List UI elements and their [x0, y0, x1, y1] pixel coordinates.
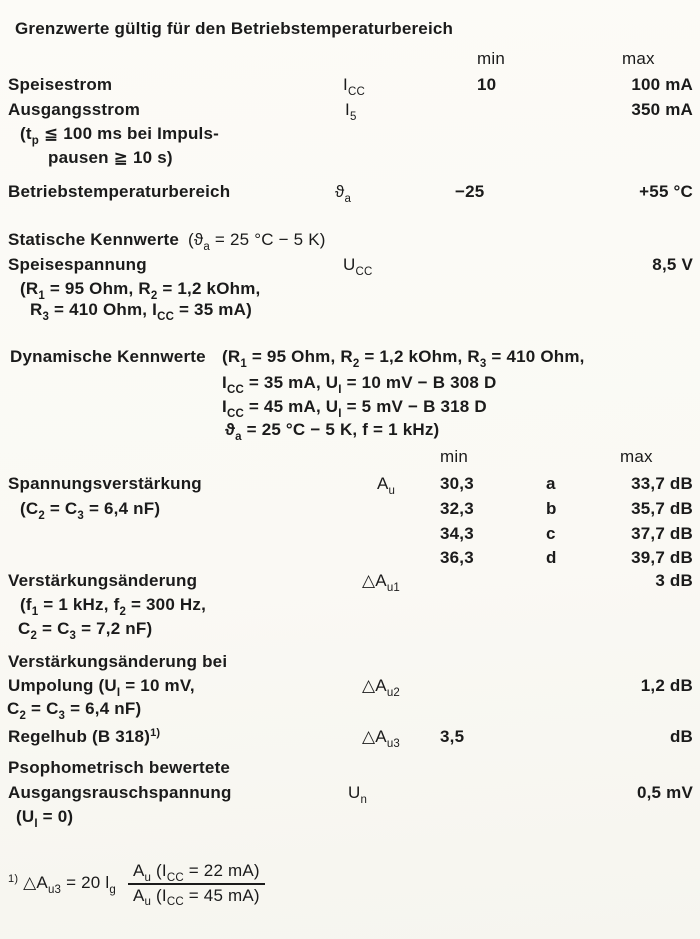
symbol-theta-a: $ϑ_a$ [335, 182, 352, 205]
row-speisespannung-max: 8,5 V [652, 255, 693, 274]
gain-row-b-min: 32,3 [440, 499, 474, 518]
gain-row-c-variant: c [546, 524, 556, 543]
section-dynamische-condition-2: $I_{CC} = 35$ mA, $U_I = 10$ mV − B 308 D [222, 373, 497, 396]
symbol-delta-au1: $\triangle A_{u1}$ [362, 571, 401, 594]
row-ausgangsstrom-max: 350 mA [631, 100, 693, 119]
row-speisestrom-min: 10 [477, 75, 497, 94]
gain-row-a-max: 33,7 dB [631, 474, 693, 493]
section-statische-kennwerte [8, 230, 326, 253]
row-dau2-max: 1,2 dB [640, 676, 693, 695]
row-noise-condition: $(U_I = 0)$ [16, 807, 74, 830]
section-statische-condition: ($ϑ_a = 25$ °C − 5 K) [188, 230, 326, 253]
gain-row-a-variant: a [546, 474, 556, 493]
row-spannungsverstaerkung-label: Spannungsverstärkung [8, 474, 202, 493]
row-dau3-max-unit: dB [669, 727, 693, 746]
footnote-formula [8, 861, 265, 909]
row-ausgangsstrom-condition-1: ($t_p$ ≦ 100 ms bei Impuls- [20, 124, 219, 147]
dynamik-col-header-max: max [620, 447, 653, 466]
row-spannungsverstaerkung-condition: ($C_2 = C_3 = 6,4$ nF) [20, 499, 161, 522]
row-speisespannung-label: Speisespannung [8, 255, 147, 274]
limits-col-header-max: max [622, 49, 655, 68]
footnote-denominator: $A_u$ ($I_{CC} = 45$ mA) [128, 883, 265, 906]
gain-row-b-variant: b [546, 499, 557, 518]
section-dynamische-condition-1: ($R_1 = 95$ Ohm, $R_2 = 1,2$ kOhm, $R_3 = 410$ Ohm, [222, 347, 585, 370]
section-dynamische-heading: Dynamische Kennwerte [10, 347, 206, 366]
limits-col-header-min: min [477, 49, 505, 68]
section-statische-heading: Statische Kennwerte [8, 230, 180, 249]
gain-row-a-min: 30,3 [440, 474, 474, 493]
row-dau1-max: 3 dB [655, 571, 693, 590]
row-dau2-label-2: Umpolung ($U_I = 10$ mV, [8, 676, 195, 699]
symbol-delta-au3: $\triangle A_{u3}$ [362, 727, 401, 750]
section-dynamische-condition-4: $ϑ_a = 25$ °C − 5 K, f = 1 kHz) [225, 420, 440, 443]
symbol-au: $A_u$ [377, 474, 396, 497]
footnote-prefix: $^{1)}$ $\triangle A_{u3} = 20$ $l_g$ [8, 873, 116, 896]
symbol-icc: $I_{CC}$ [343, 75, 365, 98]
gain-row-d-max: 39,7 dB [631, 548, 693, 567]
row-dau3-min: 3,5 [440, 727, 465, 746]
gain-row-d-min: 36,3 [440, 548, 474, 567]
row-temperatur-label: Betriebstemperaturbereich [8, 182, 231, 201]
dynamik-col-header-min: min [440, 447, 468, 466]
row-speisespannung-condition-2: $R_3 = 410$ Ohm, $I_{CC} = 35$ mA) [30, 300, 252, 323]
row-ausgangsstrom-condition-2: pausen ≧ 10 s) [48, 148, 173, 167]
row-speisestrom-label: Speisestrom [8, 75, 113, 94]
row-dau3-label: Regelhub (B 318)$^{1)}$ [8, 727, 161, 746]
row-dau1-condition-2: $C_2 = C_3 = 7,2$ nF) [18, 619, 153, 642]
row-speisestrom-max: 100 mA [631, 75, 693, 94]
footnote-fraction [128, 861, 265, 909]
symbol-ucc: $U_{CC}$ [343, 255, 373, 278]
gain-row-c-min: 34,3 [440, 524, 474, 543]
gain-row-c-max: 37,7 dB [631, 524, 693, 543]
row-dau2-label-1: Verstärkungsänderung bei [8, 652, 228, 671]
symbol-delta-au2: $\triangle A_{u2}$ [362, 676, 401, 699]
row-speisespannung-condition-1: ($R_1 = 95$ Ohm, $R_2 = 1,2$ kOhm, [20, 279, 261, 302]
symbol-un: $U_n$ [348, 783, 368, 806]
gain-row-d-variant: d [546, 548, 557, 567]
footnote-numerator: $A_u$ ($I_{CC} = 22$ mA) [132, 861, 260, 884]
row-noise-max: 0,5 mV [636, 783, 693, 802]
row-temperatur-min: −25 [455, 182, 485, 201]
row-ausgangsstrom-label: Ausgangsstrom [8, 100, 141, 119]
row-noise-label-1: Psophometrisch bewertete [8, 758, 231, 777]
row-noise-label-2: Ausgangsrauschspannung [8, 783, 232, 802]
row-dau2-condition: $C_2 = C_3 = 6,4$ nF) [7, 699, 142, 722]
section-dynamische-condition-3: $I_{CC} = 45$ mA, $U_I = 5$ mV − B 318 D [222, 397, 487, 420]
row-dau1-condition-1: ($f_1 = 1$ kHz, $f_2 = 300$ Hz, [20, 595, 207, 618]
page-title: Grenzwerte gültig für den Betriebstemperaturbereich [15, 19, 454, 38]
row-dau1-label: Verstärkungsänderung [8, 571, 198, 590]
symbol-i5: $I_5$ [345, 100, 357, 123]
row-temperatur-max: +55 °C [639, 182, 693, 201]
gain-row-b-max: 35,7 dB [631, 499, 693, 518]
